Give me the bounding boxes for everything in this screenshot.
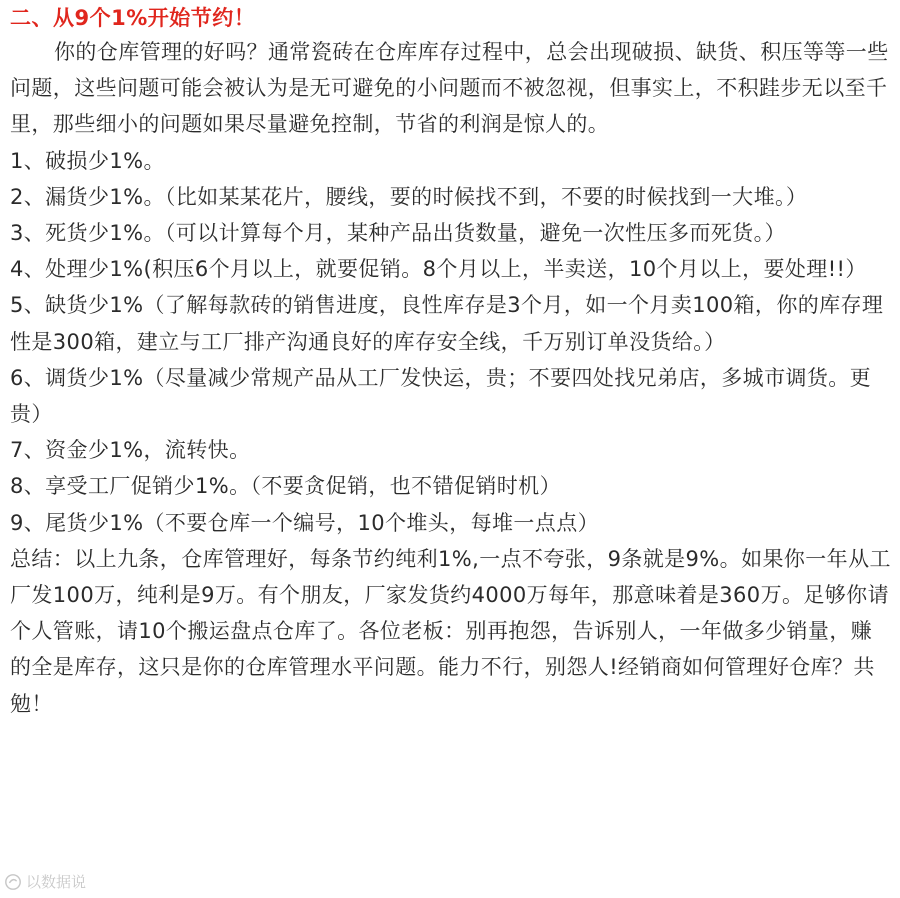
watermark-text: 以数据说 bbox=[26, 873, 87, 891]
summary-paragraph: 总结：以上九条，仓库管理好，每条节约纯利1%,一点不夸张，9条就是9%。如果你一年从工厂发100万，纯利是9万。有个朋友，厂家发货约4000万每年，那意味着是360万。足够你请个人管账，请10个搬运盘点仓库了。各位老板：别再抱怨，告诉别人，一年做多少销量，赚的全是库存，这只是你的仓库管理水平问题。能力不行，别怨人!经销商如何管理好仓库？共勉！ bbox=[10, 546, 891, 716]
tips-list bbox=[10, 143, 892, 541]
watermark bbox=[4, 871, 86, 892]
list-item: 4、处理少1%(积压6个月以上，就要促销。8个月以上，半卖送，10个月以上，要处理!!） bbox=[10, 257, 867, 282]
list-item: 6、调货少1%（尽量减少常规产品从工厂发快运，贵；不要四处找兄弟店，多城市调货。更贵） bbox=[10, 365, 872, 427]
list-item: 1、破损少1%。 bbox=[10, 148, 165, 173]
list-item: 3、死货少1%。（可以计算每个月，某种产品出货数量，避免一次性压多而死货。） bbox=[10, 221, 786, 246]
intro-paragraph: 你的仓库管理的好吗？通常瓷砖在仓库库存过程中，总会出现破损、缺货、积压等等一些问题，这些问题可能会被认为是无可避免的小问题而不被忽视，但事实上，不积跬步无以至千里，那些细小的问题如果尽量避免控制，节省的利润是惊人的。 bbox=[10, 40, 889, 137]
list-item: 7、资金少1%，流转快。 bbox=[10, 438, 251, 463]
list-item: 9、尾货少1%（不要仓库一个编号，10个堆头，每堆一点点） bbox=[10, 510, 599, 535]
list-item: 5、缺货少1%（了解每款砖的销售进度，良性库存是3个月，如一个月卖100箱，你的库存理性是300箱，建立与工厂排产沟通良好的库存安全线，千万别订单没货给。） bbox=[10, 293, 884, 354]
list-item: 2、漏货少1%。（比如某某花片，腰线，要的时候找不到，不要的时候找到一大堆。） bbox=[10, 184, 808, 209]
watermark-logo-icon bbox=[4, 873, 22, 891]
list-item: 8、享受工厂促销少1%。（不要贪促销，也不错促销时机） bbox=[10, 474, 561, 499]
section-heading: 二、从9个1%开始节约！ bbox=[10, 6, 256, 30]
